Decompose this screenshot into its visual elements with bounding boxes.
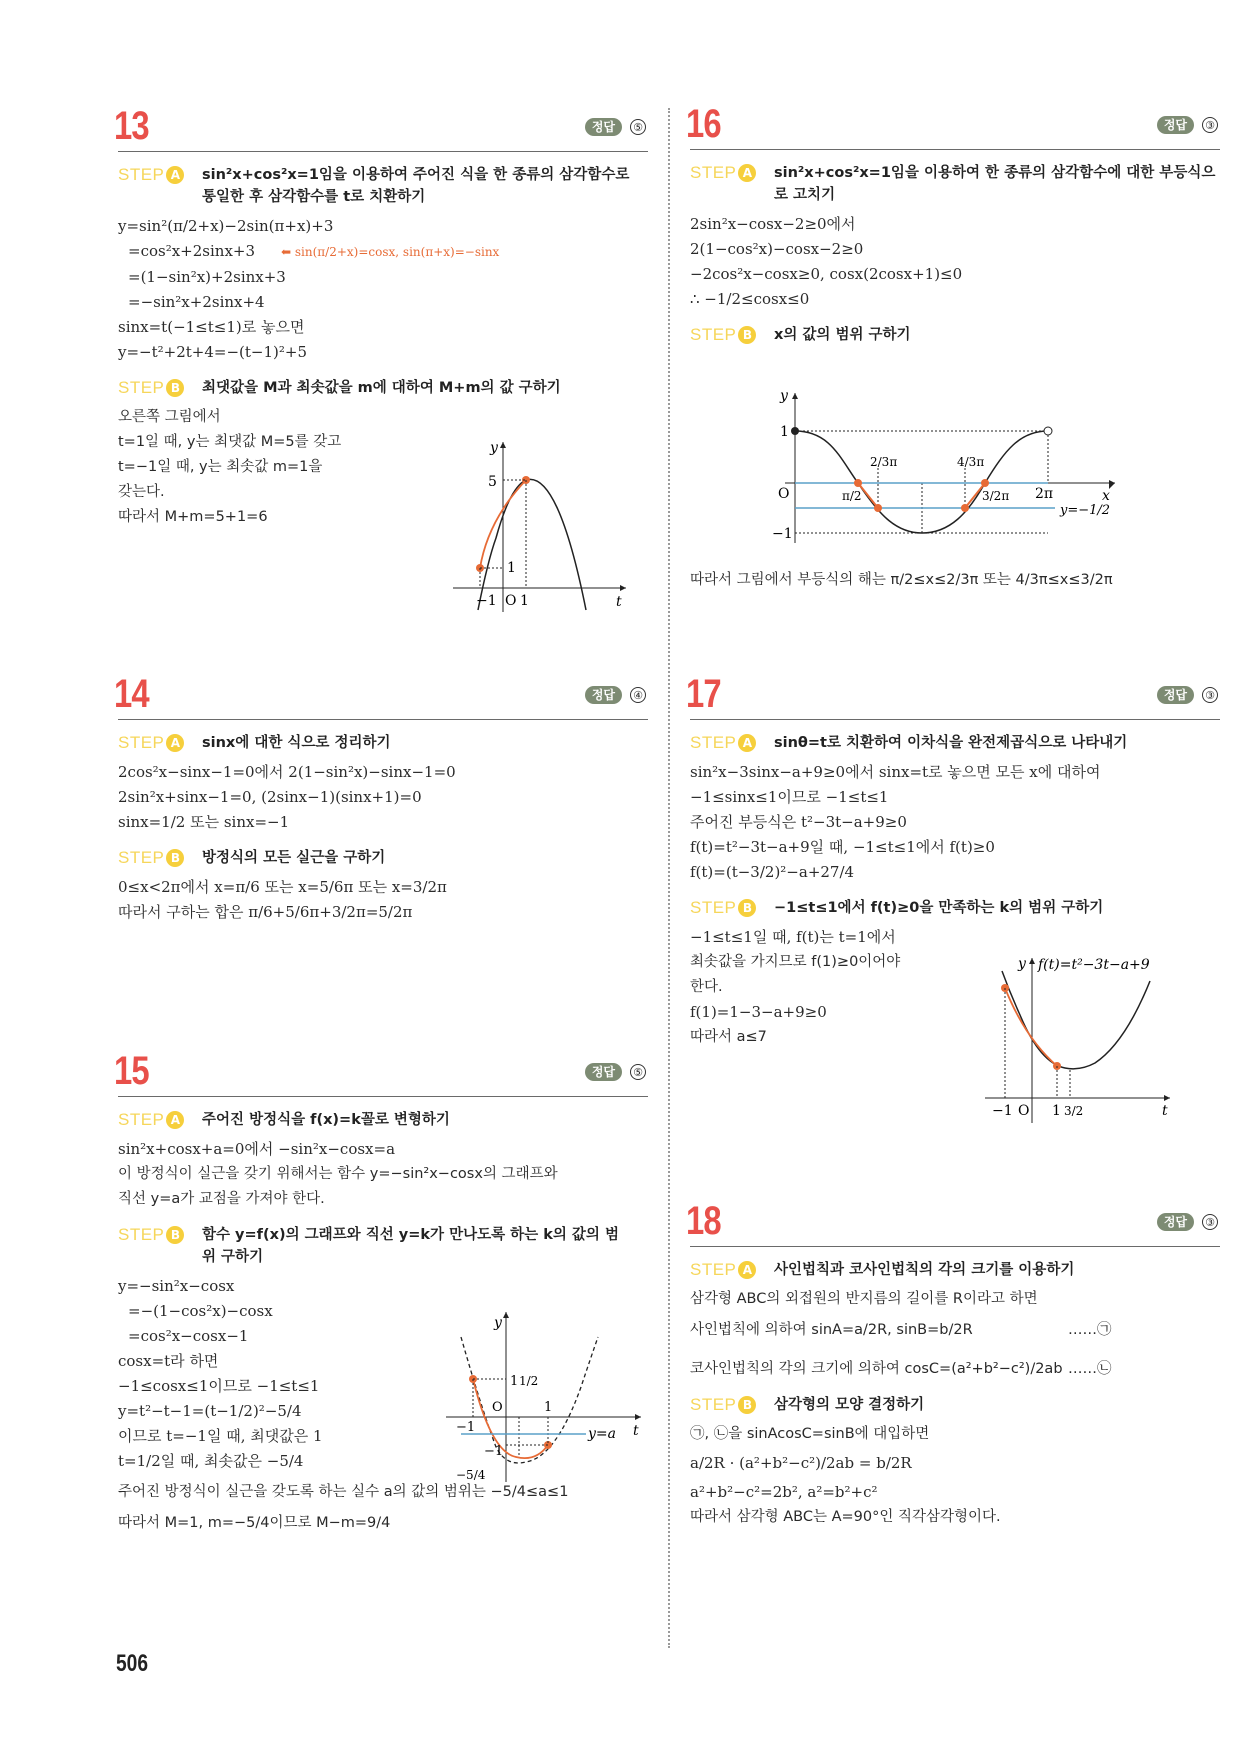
text-line: 한다. — [690, 979, 723, 995]
step-b — [690, 897, 1220, 919]
step-a-body — [690, 212, 1220, 312]
math-line: sinx=1/2 또는 sinx=−1 — [118, 813, 290, 831]
text-line: 주어진 방정식이 실근을 갖도록 하는 실수 a의 값의 범위는 −5/4≤a≤1 — [118, 1484, 569, 1500]
problem-header — [114, 100, 648, 152]
step-label: STEP B — [118, 377, 202, 399]
step-b — [118, 377, 648, 399]
step-letter-icon: B — [166, 1226, 184, 1244]
text-line: 오른쪽 그림에서 — [118, 409, 221, 425]
math-line: a/2R · (a²+b²−c²)/2ab = b/2R — [690, 1454, 912, 1472]
svg-text:y: y — [1018, 956, 1026, 972]
step-letter-icon: A — [166, 166, 184, 184]
math-line: a²+b²−c²=2b², a²=b²+c² — [690, 1483, 878, 1501]
svg-text:1: 1 — [507, 560, 516, 576]
math-line: cosx=t라 하면 — [118, 1352, 219, 1370]
step-letter-icon: B — [166, 379, 184, 397]
svg-text:5: 5 — [488, 474, 497, 490]
step-label: STEP B — [118, 1224, 202, 1246]
step-b — [690, 1394, 1220, 1416]
svg-text:y=−1/2: y=−1/2 — [1060, 503, 1111, 518]
svg-text:1: 1 — [520, 593, 529, 609]
step-label: STEP A — [690, 1259, 774, 1281]
answer-badge: 정답 — [1157, 1213, 1194, 1231]
answer-badge: 정답 — [585, 1063, 622, 1081]
text-line: 따라서 그림에서 부등식의 해는 π/2≤x≤2/3π 또는 4/3π≤x≤3/2π — [690, 572, 1113, 588]
math-line: =cos²x+2sinx+3 ⬅ sin(π/2+x)=cosx, sin(π+x)=−sinx — [128, 242, 500, 260]
svg-text:4/3π: 4/3π — [957, 455, 985, 469]
quadratic-cos-graph — [436, 1307, 646, 1487]
svg-text:O: O — [505, 593, 517, 609]
step-b — [118, 1224, 648, 1268]
answer-indicator — [585, 686, 646, 704]
step-label: STEP B — [690, 1394, 774, 1416]
math-line: y=t²−t−1=(t−1/2)²−5/4 — [118, 1402, 302, 1420]
problem-13 — [114, 100, 648, 610]
step-b-body — [118, 875, 648, 925]
step-label: STEP B — [690, 897, 774, 919]
step-a — [118, 1109, 648, 1131]
step-a — [690, 1259, 1220, 1281]
math-line: 2sin²x+sinx−1=0, (2sinx−1)(sinx+1)=0 — [118, 788, 422, 806]
step-a-body — [118, 760, 648, 835]
page-number: 506 — [116, 1650, 149, 1677]
answer-value: ③ — [1202, 1214, 1218, 1230]
parabola-graph — [448, 440, 628, 615]
math-line: y=−sin²x−cosx — [118, 1277, 235, 1295]
step-a — [118, 732, 648, 754]
problem-number: 15 — [114, 1049, 149, 1093]
svg-text:1/2: 1/2 — [519, 1374, 539, 1388]
math-line: 0≤x<2π에서 x=π/6 또는 x=5/6π 또는 x=3/2π — [118, 878, 447, 896]
svg-text:3/2: 3/2 — [1064, 1104, 1084, 1118]
svg-text:−1: −1 — [992, 1103, 1013, 1119]
step-label: STEP A — [118, 164, 202, 186]
problem-17 — [686, 668, 1220, 1119]
svg-text:O: O — [778, 486, 790, 502]
answer-badge: 정답 — [585, 686, 622, 704]
svg-text:−1: −1 — [476, 593, 497, 609]
step-letter-icon: A — [166, 734, 184, 752]
step-letter-icon: B — [738, 326, 756, 344]
step-title: sin²x+cos²x=1임을 이용하여 한 종류의 삼각함수에 대한 부등식으로 고치기 — [774, 165, 1216, 203]
math-line: sin²x+cosx+a=0에서 −sin²x−cosx=a — [118, 1140, 396, 1158]
answer-indicator — [1157, 116, 1218, 134]
step-letter-icon: B — [738, 1396, 756, 1414]
step-a — [118, 164, 648, 208]
step-a — [690, 732, 1220, 754]
math-line: =−sin²x+2sinx+4 — [128, 293, 265, 311]
math-line: y=−t²+2t+4=−(t−1)²+5 — [118, 343, 308, 361]
step-a — [690, 162, 1220, 206]
step-letter-icon: B — [166, 849, 184, 867]
text-line: ㉠, ㉡을 sinAcosC=sinB에 대입하면 — [690, 1426, 930, 1442]
text-line: 코사인법칙의 각의 크기에 의하여 cosC=(a²+b²−c²)/2ab ……㉡ — [690, 1357, 1220, 1382]
text-line: 따라서 삼각형 ABC는 A=90°인 직각삼각형이다. — [690, 1509, 1001, 1525]
answer-value: ④ — [630, 687, 646, 703]
math-line: =cos²x−cosx−1 — [128, 1327, 249, 1345]
step-letter-icon: B — [738, 899, 756, 917]
svg-text:2π: 2π — [1035, 486, 1054, 502]
step-letter-icon: A — [166, 1111, 184, 1129]
problem-number: 13 — [114, 104, 149, 148]
hint-note: ⬅ sin(π/2+x)=cosx, sin(π+x)=−sinx — [281, 245, 500, 259]
svg-text:−1: −1 — [772, 526, 793, 542]
svg-text:t: t — [616, 594, 622, 610]
text-line: 사인법칙에 의하여 sinA=a/2R, sinB=b/2R ……㉠ — [690, 1318, 1220, 1343]
svg-text:y: y — [494, 1315, 502, 1331]
math-line: 주어진 부등식은 t²−3t−a+9≥0 — [690, 813, 907, 831]
step-b — [118, 847, 648, 869]
step-a-body — [118, 214, 648, 365]
equation-marker: ……㉡ — [1068, 1361, 1112, 1377]
svg-text:−1: −1 — [456, 1420, 476, 1435]
step-label: STEP A — [118, 1109, 202, 1131]
math-line: 2cos²x−sinx−1=0에서 2(1−sin²x)−sinx−1=0 — [118, 763, 456, 781]
math-line: 따라서 구하는 합은 π/6+5/6π+3/2π=5/2π — [118, 903, 413, 921]
svg-text:2/3π: 2/3π — [870, 455, 898, 469]
text-line: 갖는다. — [118, 484, 165, 500]
svg-text:t: t — [633, 1423, 639, 1439]
math-line: f(t)=t²−3t−a+9일 때, −1≤t≤1에서 f(t)≥0 — [690, 838, 995, 856]
math-line: sinx=t(−1≤t≤1)로 놓으면 — [118, 318, 305, 336]
step-title: 사인법칙과 코사인법칙의 각의 크기를 이용하기 — [774, 1262, 1075, 1278]
svg-text:−5/4: −5/4 — [456, 1468, 486, 1482]
step-letter-icon: A — [738, 1261, 756, 1279]
svg-text:t: t — [1162, 1103, 1168, 1119]
answer-value: ③ — [1202, 117, 1218, 133]
step-b-body — [690, 1422, 1220, 1530]
svg-text:1: 1 — [780, 424, 789, 440]
problem-number: 14 — [114, 672, 149, 716]
text-line: 이 방정식이 실근을 갖기 위해서는 함수 y=−sin²x−cosx의 그래프와 — [118, 1166, 558, 1182]
answer-value: ③ — [1202, 687, 1218, 703]
svg-text:x: x — [1102, 488, 1110, 504]
svg-text:1: 1 — [544, 1400, 553, 1415]
text-line: 삼각형 ABC의 외접원의 반지름의 길이를 R이라고 하면 — [690, 1291, 1038, 1307]
step-title: 최댓값을 M과 최솟값을 m에 대하여 M+m의 값 구하기 — [202, 380, 561, 396]
math-line: −2cos²x−cosx≥0, cosx(2cosx+1)≤0 — [690, 265, 963, 283]
svg-text:f(t)=t²−3t−a+9: f(t)=t²−3t−a+9 — [1038, 957, 1150, 973]
math-line: f(t)=(t−3/2)²−a+27/4 — [690, 863, 855, 881]
svg-text:1: 1 — [510, 1374, 519, 1389]
step-a-body — [690, 1287, 1220, 1382]
answer-badge: 정답 — [1157, 116, 1194, 134]
math-line: =(1−sin²x)+2sinx+3 — [128, 268, 286, 286]
problem-16 — [686, 98, 1220, 588]
problem-14 — [114, 668, 648, 925]
text-line: t=−1일 때, y는 최솟값 m=1을 — [118, 459, 323, 475]
math-line: y=sin²(π/2+x)−2sin(π+x)+3 — [118, 217, 334, 235]
answer-indicator — [1157, 1213, 1218, 1231]
problem-15 — [114, 1045, 648, 1536]
math-line: sin²x−3sinx−a+9≥0에서 sinx=t로 놓으면 모든 x에 대하여 — [690, 763, 1101, 781]
step-title: 함수 y=f(x)의 그래프와 직선 y=k가 만나도록 하는 k의 값의 범위 구하기 — [202, 1227, 619, 1265]
svg-text:π/2: π/2 — [842, 489, 862, 503]
step-letter-icon: A — [738, 734, 756, 752]
problem-header — [686, 1195, 1220, 1247]
step-a-body — [690, 760, 1220, 885]
answer-value: ⑤ — [630, 1064, 646, 1080]
answer-indicator — [585, 118, 646, 136]
svg-text:−1: −1 — [484, 1444, 504, 1459]
step-title: 방정식의 모든 실근을 구하기 — [202, 850, 386, 866]
step-title: −1≤t≤1에서 f(t)≥0을 만족하는 k의 범위 구하기 — [774, 900, 1104, 916]
text-line: 따라서 a≤7 — [690, 1029, 767, 1045]
svg-text:y=a: y=a — [588, 1426, 616, 1442]
answer-indicator — [1157, 686, 1218, 704]
problem-18 — [686, 1195, 1220, 1530]
svg-text:1: 1 — [1052, 1103, 1061, 1119]
svg-text:y: y — [780, 388, 788, 404]
answer-value: ⑤ — [630, 119, 646, 135]
problem-number: 17 — [686, 672, 721, 716]
quadratic-f-graph — [980, 953, 1220, 1128]
math-line: −1≤sinx≤1이므로 −1≤t≤1 — [690, 788, 889, 806]
math-line: f(1)=1−3−a+9≥0 — [690, 1003, 827, 1021]
step-label: STEP A — [690, 732, 774, 754]
step-title: 삼각형의 모양 결정하기 — [774, 1397, 925, 1413]
step-b — [690, 324, 1220, 346]
text-line: 최솟값을 가지므로 f(1)≥0이어야 — [690, 954, 901, 970]
column-divider — [668, 108, 670, 1648]
step-label: STEP B — [118, 847, 202, 869]
svg-text:O: O — [1018, 1103, 1030, 1119]
answer-badge: 정답 — [1157, 686, 1194, 704]
math-line: t=1/2일 때, 최솟값은 −5/4 — [118, 1452, 304, 1470]
step-letter-icon: A — [738, 164, 756, 182]
step-label: STEP A — [690, 162, 774, 184]
math-line: =−(1−cos²x)−cosx — [128, 1302, 273, 1320]
step-title: 주어진 방정식을 f(x)=k꼴로 변형하기 — [202, 1112, 450, 1128]
math-line: −1≤t≤1일 때, f(t)는 t=1에서 — [690, 928, 896, 946]
step-title: x의 값의 범위 구하기 — [774, 327, 911, 343]
problem-header — [686, 98, 1220, 150]
text-line: 직선 y=a가 교점을 가져야 한다. — [118, 1191, 325, 1207]
step-label: STEP B — [690, 324, 774, 346]
text-line: t=1일 때, y는 최댓값 M=5를 갖고 — [118, 434, 342, 450]
svg-text:y: y — [490, 440, 498, 456]
equation-marker: ……㉠ — [1068, 1322, 1112, 1338]
step-title: sin²x+cos²x=1임을 이용하여 주어진 식을 한 종류의 삼각함수로 통일한 후 삼각함수를 t로 치환하기 — [202, 167, 630, 205]
problem-number: 16 — [686, 102, 721, 146]
answer-badge: 정답 — [585, 118, 622, 136]
cosine-graph — [770, 388, 1190, 548]
math-line: 이므로 t=−1일 때, 최댓값은 1 — [118, 1427, 323, 1445]
problem-header — [114, 668, 648, 720]
svg-text:O: O — [492, 1400, 503, 1415]
math-line: 2sin²x−cosx−2≥0에서 — [690, 215, 856, 233]
text-line: 따라서 M=1, m=−5/4이므로 M−m=9/4 — [118, 1515, 391, 1531]
problem-header — [686, 668, 1220, 720]
math-line: −1≤cosx≤1이므로 −1≤t≤1 — [118, 1377, 320, 1395]
problem-header — [114, 1045, 648, 1097]
answer-indicator — [585, 1063, 646, 1081]
text-line: 따라서 M+m=5+1=6 — [118, 509, 268, 525]
problem-number: 18 — [686, 1199, 721, 1243]
step-a-body — [118, 1137, 648, 1212]
math-line: 2(1−cos²x)−cosx−2≥0 — [690, 240, 864, 258]
svg-text:3/2π: 3/2π — [982, 489, 1010, 503]
math-line: ∴ −1/2≤cosx≤0 — [690, 290, 810, 308]
step-label: STEP A — [118, 732, 202, 754]
step-title: sinx에 대한 식으로 정리하기 — [202, 735, 391, 751]
step-title: sinθ=t로 치환하여 이차식을 완전제곱식으로 나타내기 — [774, 735, 1128, 751]
